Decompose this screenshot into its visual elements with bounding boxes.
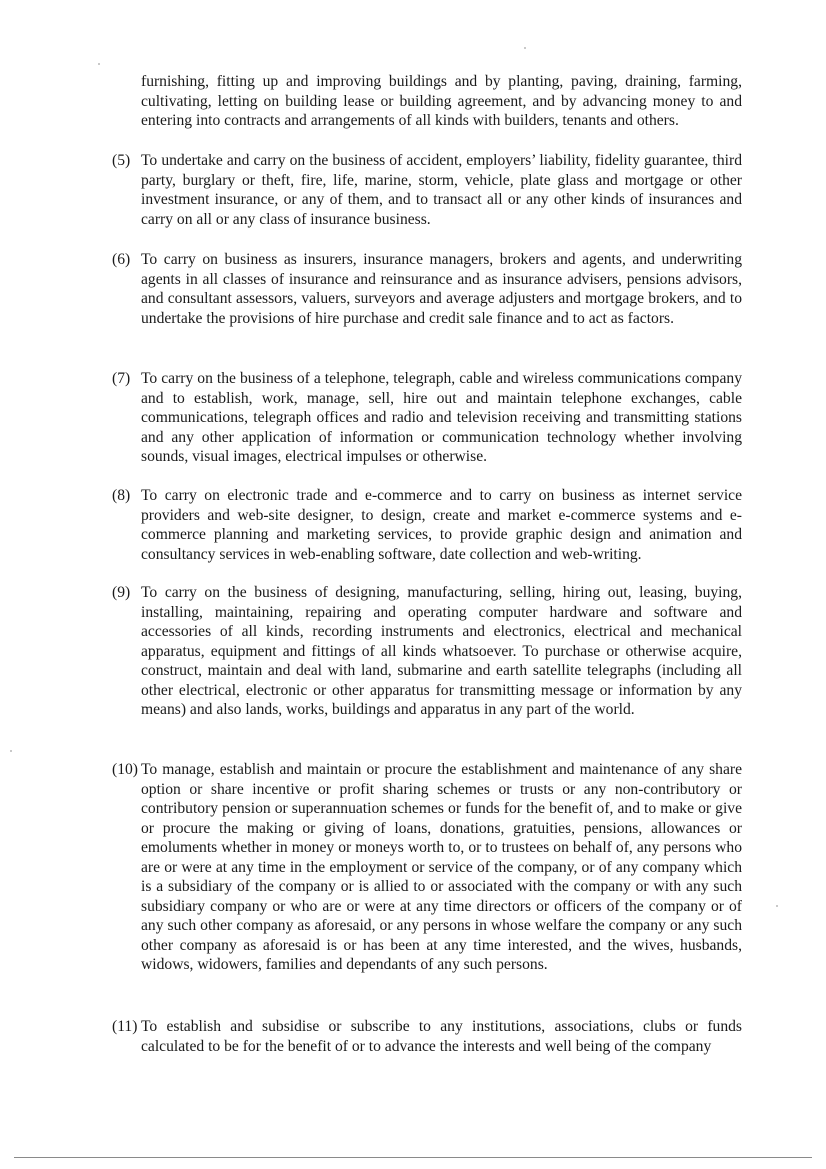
paragraph-text: To carry on the business of designing, manufacturing, selling, hiring out, leasing, buying, installing, maintaining, repairing and operating computer hardware and software and accessories of all kinds, recording instruments and electronics, electrical and mechanical apparatus, equipment and fittings of all kinds whatsoever. To purchase or otherwise acquire, construct, maintain and deal with land, submarine and earth satellite telegraphs (including all other electrical, electronic or other apparatus for transmitting message or information by any means) and also lands, works, buildings and apparatus in any part of the world. [141,584,742,718]
scan-speck [524,47,526,49]
paragraph-text: To establish and subsidise or subscribe to any institutions, associations, clubs or funds calculated to be for the benefit of or to advance the interests and well being of the company [141,1018,742,1055]
scan-speck [10,750,12,752]
paragraph-text: To undertake and carry on the business of accident, employers’ liability, fidelity guarantee, third party, burglary or theft, fire, life, marine, storm, vehicle, plate glass and mortgage or other investment insurance, or any of them, and to transact all or any other kinds of insurances and carry on all or any class of insurance business. [141,152,742,228]
paragraph-number: (11) [112,1018,138,1035]
scan-speck [98,63,100,65]
paragraph-number: (8) [112,487,131,504]
paragraph-number: (6) [112,251,131,268]
paragraph-text: To manage, establish and maintain or procure the establishment and maintenance of any share option or share incentive or profit sharing schemes or trusts or any non-contributory or contributory pension or superannuation schemes or funds for the benefit of, and to make or give or procure the making or giving of loans, donations, gratuities, pensions, allowances or emoluments whether in money or moneys worth to, or to trustees on behalf of, any persons who are or were at any time in the employment or service of the company, or of any company which is a subsidiary of the company or is allied to or associated with the company or with any such subsidiary company or who are or were at any time directors or officers of the company or of any such other company as aforesaid, or any persons in whose welfare the company or any such other company as aforesaid is or has been at any time interested, and the wives, husbands, widows, widowers, families and dependants of any such persons. [141,761,742,973]
paragraph-number: (5) [112,152,131,169]
paragraph-text: To carry on the business of a telephone, telegraph, cable and wireless communications company and to establish, work, manage, sell, hire out and maintain telephone exchanges, cable communications, telegraph offices and radio and television receiving and transmitting stations and any other application of information or communication technology whether involving sounds, visual images, electrical impulses or otherwise. [141,370,742,465]
paragraph-text: furnishing, fitting up and improving buildings and by planting, paving, draining, farming, cultivating, letting on building lease or building agreement, and by advancing money to and entering into contracts and arrangements of all kinds with builders, tenants and others. [141,73,742,129]
paragraph-number: (7) [112,370,131,387]
paragraph-text: To carry on business as insurers, insurance managers, brokers and agents, and underwriting agents in all classes of insurance and reinsurance and as insurance advisers, pensions advisors, and consultant assessors, valuers, surveyors and average adjusters and mortgage brokers, and to undertake the provisions of hire purchase and credit sale finance and to act as factors. [141,251,742,327]
paragraph-text: To carry on electronic trade and e-commerce and to carry on business as internet service providers and web-site designer, to design, create and market e-commerce systems and e-commerce planning and marketing services, to provide graphic design and animation and consultancy services in web-enabling software, date collection and web-writing. [141,487,742,563]
scan-speck [776,905,778,907]
paragraph-number: (10) [112,761,138,778]
paragraph-number: (9) [112,584,131,601]
footer-rule [14,1157,812,1158]
